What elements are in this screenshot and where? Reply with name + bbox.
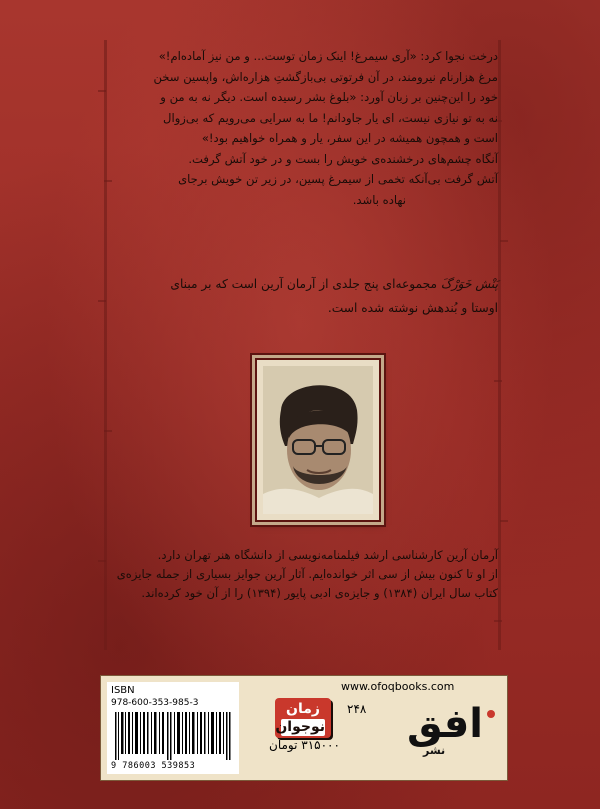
- logo-dot-icon: [487, 710, 495, 718]
- author-photo: [263, 366, 373, 514]
- thorn-decoration: [98, 560, 106, 562]
- thorn-decoration: [98, 90, 106, 92]
- publisher-logo-prefix: نشر: [423, 744, 446, 757]
- series-line: [108, 272, 498, 296]
- excerpt-line: است و همچون همیشه در این سفر، یار و همراه خواهیم بود!»: [201, 131, 498, 145]
- thorn-decoration: [494, 380, 502, 382]
- series-name: پَنْش خَوَرْگَ: [440, 277, 498, 291]
- author-bio: [108, 546, 498, 603]
- thorn-decoration: [500, 240, 508, 242]
- series-line-rest: مجموعه‌ای پنج جلدی از آرمان آرین است که بر مبنای: [170, 277, 441, 291]
- series-description: [108, 272, 498, 320]
- imprint-logo: [275, 698, 331, 738]
- author-photo-frame: [255, 358, 381, 522]
- publisher-logo-name: افق: [407, 701, 483, 747]
- thorn-decoration: [500, 520, 508, 522]
- bio-line: کتاب سال ایران (۱۳۸۴) و جایزه‌ی ادبی پایور (۱۳۹۴) را از آن خود کرده‌اند.: [141, 586, 498, 600]
- bio-line: آرمان آرین کارشناسی ارشد فیلمنامه‌نویسی از دانشگاه هنر تهران دارد.: [157, 548, 498, 562]
- imprint-logo-line2: نوجوان: [275, 719, 325, 735]
- right-vine-decoration: [498, 40, 501, 650]
- author-portrait-image: [263, 366, 373, 514]
- publisher-website: www.ofoqbooks.com: [341, 680, 455, 693]
- thorn-decoration: [104, 430, 112, 432]
- isbn-title: ISBN: [111, 685, 135, 696]
- excerpt-line: نه به تو نیازی نیست، ای یار جاودانم! ما به سرایی می‌رویم که بی‌زوال: [163, 110, 498, 125]
- excerpt-line: نهاده باشد.: [352, 192, 406, 207]
- barcode-icon: [113, 712, 233, 760]
- barcode-digits: 9 786003 539853: [111, 761, 196, 771]
- series-line: اوستا و بُندهش نوشته شده است.: [327, 301, 498, 315]
- imprint-logo-line1: زمان: [286, 701, 320, 717]
- excerpt-line: خود را این‌چنین بر زبان آورد: «بلوغ بشر رسیده است. دیگر نه به من و: [160, 90, 498, 104]
- publisher-logo: [407, 694, 499, 768]
- excerpt-line: آتش گرفت بی‌آنکه تخمی از سیمرغ پسین، در زیر تن خویش برجای: [178, 172, 498, 186]
- thorn-decoration: [494, 620, 502, 622]
- isbn-number: 978-600-353-985-3: [111, 698, 199, 708]
- isbn-barcode-area: [107, 682, 239, 774]
- left-vine-decoration: [104, 40, 107, 650]
- excerpt-text: [108, 46, 498, 210]
- price: ۳۱۵۰۰۰ تومان: [269, 738, 340, 752]
- bio-line: از او تا کنون بیش از سی اثر خوانده‌ایم. آثار آرین جوایز بسیاری از جمله جایزه‌ی: [116, 567, 498, 581]
- excerpt-line: درخت نجوا کرد: «آری سیمرغ! اینک زمان توست... و من نیز آماده‌ام!»: [158, 49, 498, 63]
- publisher-label: [100, 675, 508, 781]
- thorn-decoration: [98, 300, 106, 302]
- excerpt-line: آنگاه چشم‌های درخشنده‌ی خویش را بست و در خود آتش گرفت.: [188, 151, 498, 166]
- excerpt-line: مرغ هزارنام نیرومند، در آن فرتوتی بی‌بازگشتِ هزاره‌اش، واپسین سخن: [153, 69, 498, 84]
- book-code: ۲۴۸: [347, 702, 367, 716]
